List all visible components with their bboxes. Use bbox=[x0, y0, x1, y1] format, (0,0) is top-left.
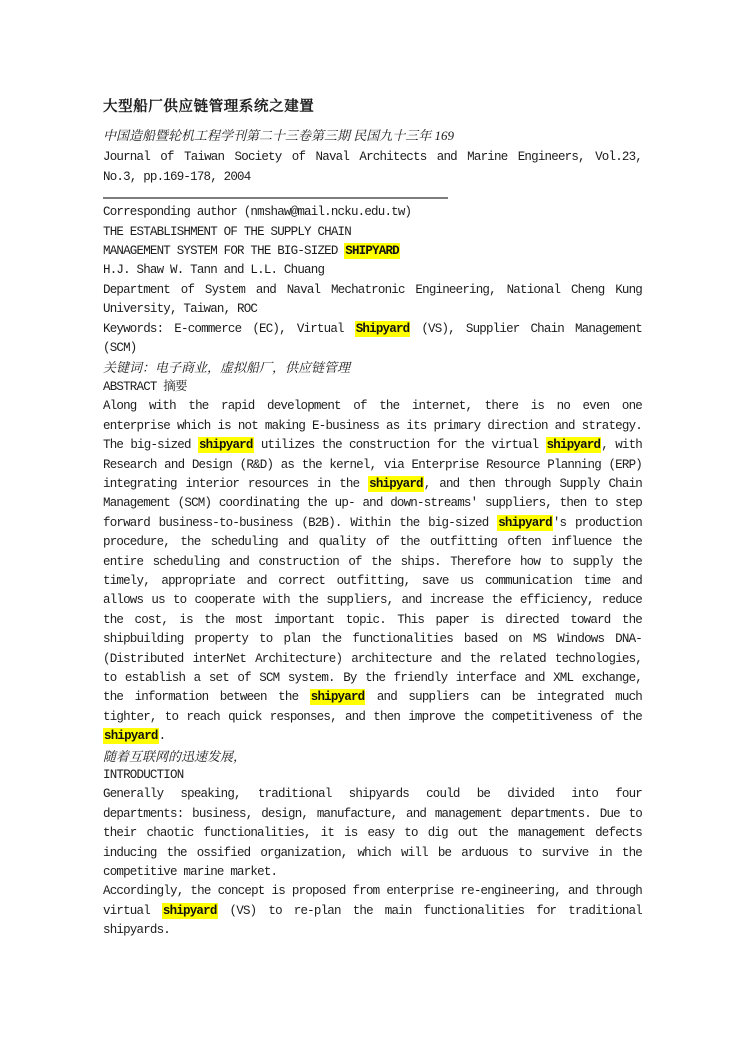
corresponding-author-line: Corresponding author (nmshaw@mail.ncku.edu.tw) bbox=[103, 205, 412, 220]
keywords-line bbox=[103, 320, 642, 359]
paper-title-line-1: THE ESTABLISHMENT OF THE SUPPLY CHAIN bbox=[103, 224, 351, 239]
highlighted-term: SHIPYARD bbox=[345, 244, 399, 259]
text-segment: , and then through Supply Chain Management (SCM) coordinating the up- and down-streams' suppliers, then to step forward business-to-business (B2B). Within the big-sized bbox=[103, 476, 642, 530]
journal-line-zh: 中国造船暨轮机工程学刊第二十三卷第三期 民国九十三年 169 bbox=[103, 128, 455, 143]
text-segment: , with Research and Design (R&D) as the kernel, via Enterprise Resource Planning (ERP) integrating interior resources in the bbox=[103, 438, 642, 491]
text-segment: . bbox=[158, 729, 166, 744]
text-segment: MANAGEMENT SYSTEM FOR THE BIG-SIZED bbox=[103, 244, 345, 259]
text-segment: utilizes the construction for the virtual bbox=[253, 438, 546, 453]
text-segment: and suppliers can be integrated much tighter, to reach quick responses, and then improve the competitiveness of the bbox=[103, 690, 642, 724]
highlighted-term: Shipyard bbox=[355, 321, 410, 336]
highlighted-term: shipyard bbox=[546, 438, 601, 453]
affiliation: Department of System and Naval Mechatronic Engineering, National Cheng Kung University, Taiwan, ROC bbox=[103, 282, 642, 317]
text-segment: (VS) to re-plan the main functionalities for traditional shipyards. bbox=[103, 903, 642, 938]
text-segment: Keywords: E-commerce (EC), Virtual bbox=[103, 321, 355, 336]
intro-paragraph-2 bbox=[103, 882, 642, 940]
text-segment: (VS), Supplier Chain Management (SCM) bbox=[103, 321, 642, 356]
blank-line bbox=[103, 187, 642, 197]
abstract-zh-line: 随着互联网的迅速发展， bbox=[103, 748, 247, 764]
text-segment: Accordingly, the concept is proposed from enterprise re-engineering, and through virtual bbox=[103, 884, 642, 918]
document-page bbox=[103, 97, 642, 941]
highlighted-term: shipyard bbox=[162, 903, 217, 918]
text-segment: Along with the rapid development of the internet, there is no even one enterprise which is not making E-business as its primary direction and strategy. The big-sized bbox=[103, 399, 642, 453]
paper-title-line-2 bbox=[103, 242, 642, 261]
journal-line-en: Journal of Taiwan Society of Naval Architects and Marine Engineers, Vol.23, No.3, pp.169-178, 2004 bbox=[103, 150, 642, 184]
text-segment: 's production procedure, the scheduling and quality of the outfitting often influence the entire scheduling and construction of the ships. Therefore how to supply the timely, appropriate and correct outfitting, save us communication time and allows us to cooperate with the suppliers, and increase the efficiency, reduce the cost, is the most important topic. This paper is directed toward the shipbuilding property to plan the functionalities based on MS Windows DNA-(Distributed interNet Architecture) architecture and the related technologies, to establish a set of SCM system. By the friendly interface and XML exchange, the information between the bbox=[103, 515, 642, 705]
highlighted-term: shipyard bbox=[498, 515, 552, 530]
highlighted-term: shipyard bbox=[198, 438, 253, 453]
abstract-heading: ABSTRACT 摘要 bbox=[103, 379, 187, 394]
footnote-rule bbox=[103, 197, 448, 199]
introduction-heading: INTRODUCTION bbox=[103, 768, 184, 782]
page-title: 大型船厂供应链管理系统之建置 bbox=[103, 99, 315, 115]
authors-line: H.J. Shaw W. Tann and L.L. Chuang bbox=[103, 263, 325, 278]
intro-paragraph-1: Generally speaking, traditional shipyards could be divided into four departments: business, design, manufacture, and management departments. Due to their chaotic functionalities, it is easy to dig out the management defects inducing the ossified organization, which will be arduous to survive in the competitive marine market. bbox=[103, 787, 642, 880]
highlighted-term: shipyard bbox=[310, 690, 365, 705]
abstract-paragraph bbox=[103, 397, 642, 746]
highlighted-term: shipyard bbox=[104, 729, 158, 744]
keywords-zh-line: 关键词：电子商业，虚拟船厂，供应链管理 bbox=[103, 360, 351, 376]
highlighted-term: shipyard bbox=[369, 476, 423, 491]
